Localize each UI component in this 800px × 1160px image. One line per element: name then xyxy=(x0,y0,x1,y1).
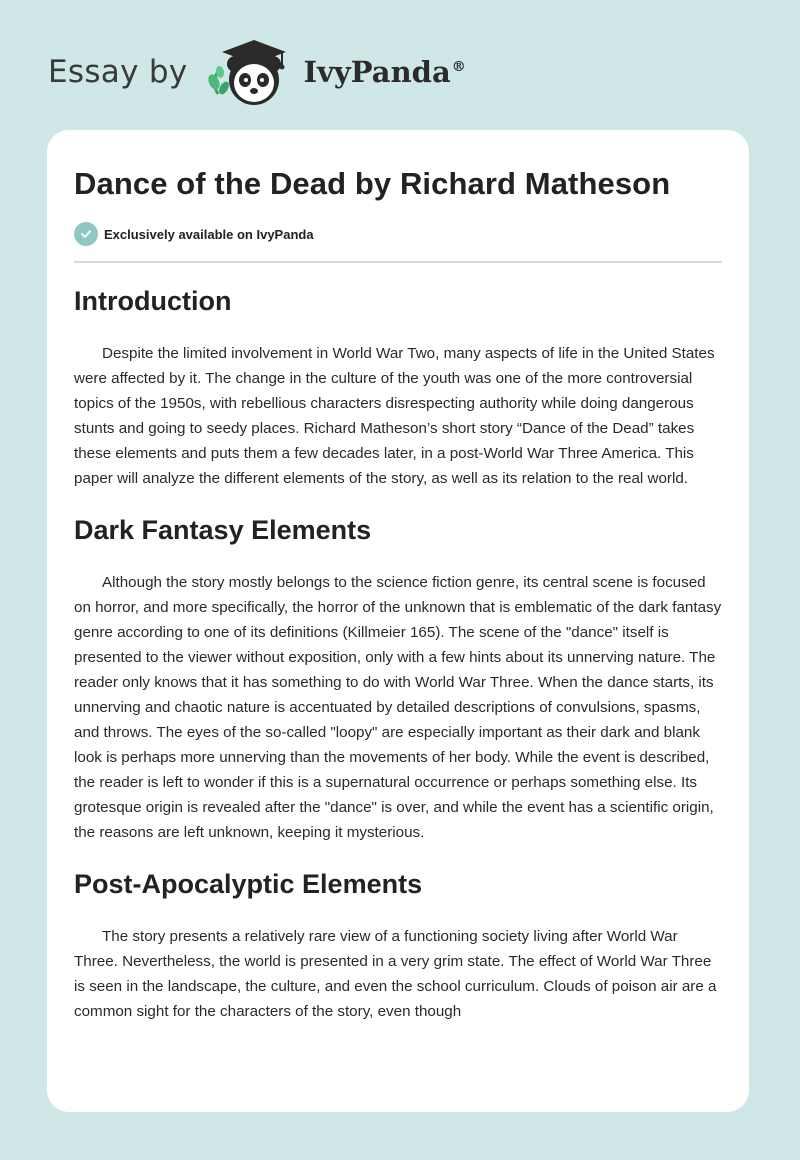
essay-content xyxy=(74,282,724,1045)
registered-mark: ® xyxy=(451,59,466,76)
brand-name: IvyPanda® xyxy=(303,55,466,89)
page-title: Dance of the Dead by Richard Matheson xyxy=(74,166,671,201)
panda-graduate-icon xyxy=(202,36,298,108)
section-heading: Post-Apocalyptic Elements xyxy=(74,869,423,900)
exclusive-badge xyxy=(74,222,314,246)
section-heading: Introduction xyxy=(74,286,232,316)
badge-text: Exclusively available on IvyPanda xyxy=(104,226,314,242)
section-post-apocalyptic xyxy=(74,865,724,1025)
essay-card xyxy=(47,130,749,1112)
brand-logo[interactable] xyxy=(48,36,466,108)
section-introduction xyxy=(74,282,724,491)
section-dark-fantasy xyxy=(74,511,724,845)
section-paragraph: Although the story mostly belongs to the science fiction genre, its central scene is focused on horror, and more specifically, the horror of the unknown that is emblematic of the dark fantasy genre according to one of its definitions (Killmeier 165). The scene of the "dance" itself is presented to the viewer without exposition, only with a few hints about its unnerving nature. The reader only knows that it has something to do with World War Three. When the dance starts, its unnerving and chaotic nature is accentuated by detailed descriptions of convulsions, spasms, and throws. The eyes of the so-called "loopy" are especially important as their dark and blank look is perhaps more unnerving than the movements of her body. While the event is described, the reader is left to wonder if this is a supernatural occurrence or perhaps something else. Its grotesque origin is revealed after the "dance" is over, and while the event has a scientific origin, the reasons are left unknown, keeping it mysterious. xyxy=(74,574,722,841)
section-paragraph: Despite the limited involvement in World War Two, many aspects of life in the United States were affected by it. The change in the culture of the youth was one of the more controversial topics of the 1950s, with rebellious characters disrespecting authority while doing dangerous stunts and going to seedy places. Richard Matheson’s short story “Dance of the Dead” takes these elements and puts them a few decades later, in a post-World War Three America. This paper will analyze the different elements of the story, as well as its relation to the real world. xyxy=(74,345,715,487)
divider xyxy=(74,261,722,263)
check-circle-icon xyxy=(74,222,98,246)
section-paragraph: The story presents a relatively rare view of a functioning society living after World War Three. Nevertheless, the world is presented in a very grim state. The effect of World War Three is seen in the landscape, the culture, and even the school curriculum. Clouds of poison air are a common sight for the characters of the story, even though xyxy=(74,928,717,1021)
brand-prefix: Essay by xyxy=(48,54,188,90)
section-heading: Dark Fantasy Elements xyxy=(74,515,372,546)
